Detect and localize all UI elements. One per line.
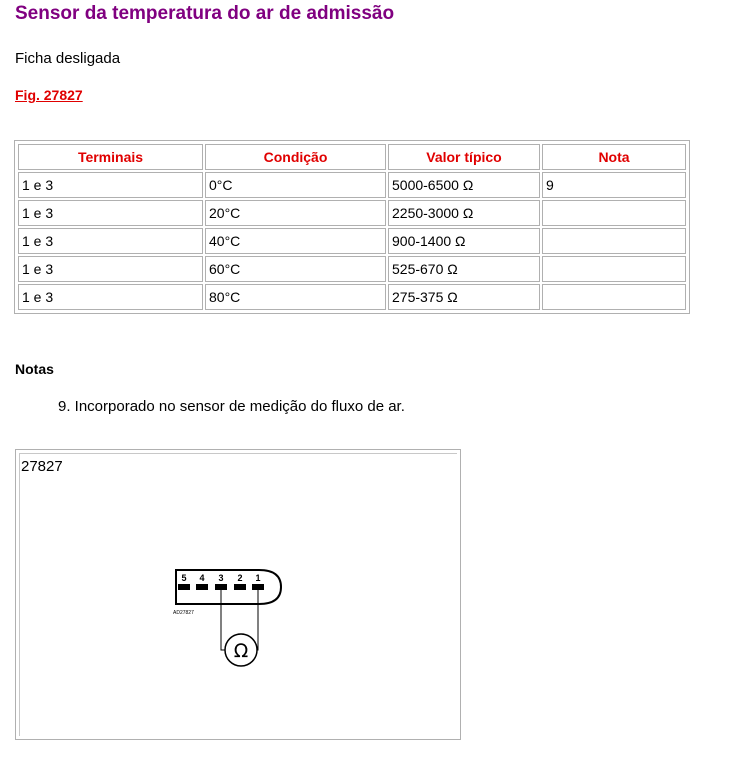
pin-label: 3: [218, 573, 224, 583]
cell-valor: 5000-6500 Ω: [388, 172, 540, 198]
pin-terminal: [252, 584, 264, 590]
cell-valor: 900-1400 Ω: [388, 228, 540, 254]
table-row: [18, 172, 686, 198]
cell-valor: 525-670 Ω: [388, 256, 540, 282]
pin-label: 1: [255, 573, 261, 583]
cell-condicao: 80°C: [205, 284, 386, 310]
figure-number: 27827: [21, 458, 63, 475]
header-terminais: Terminais: [18, 144, 203, 170]
cell-terminais: 1 e 3: [18, 172, 203, 198]
diagram-code: AD27827: [173, 610, 194, 616]
cell-terminais: 1 e 3: [18, 284, 203, 310]
cell-terminais: 1 e 3: [18, 200, 203, 226]
cell-terminais: 1 e 3: [18, 228, 203, 254]
cell-valor: 2250-3000 Ω: [388, 200, 540, 226]
page-subtitle: Ficha desligada: [15, 50, 121, 67]
cell-condicao: 0°C: [205, 172, 386, 198]
spec-table: [16, 142, 688, 312]
notes-heading: Notas: [15, 361, 54, 377]
figure-link[interactable]: Fig. 27827: [15, 87, 83, 103]
cell-nota: [542, 228, 686, 254]
ohm-symbol: Ω: [233, 640, 249, 662]
cell-terminais: 1 e 3: [18, 256, 203, 282]
table-row: [18, 200, 686, 226]
figure-panel: [15, 449, 461, 740]
pin-terminal: [234, 584, 246, 590]
pin-label: 2: [237, 573, 243, 583]
header-valor-tipico: Valor típico: [388, 144, 540, 170]
pin-label: 5: [181, 573, 187, 583]
table-header-row: [18, 144, 686, 170]
cell-condicao: 20°C: [205, 200, 386, 226]
cell-condicao: 60°C: [205, 256, 386, 282]
connector-housing: [176, 570, 281, 604]
spec-table-container: [14, 140, 690, 314]
cell-condicao: 40°C: [205, 228, 386, 254]
table-row: [18, 228, 686, 254]
cell-nota: [542, 256, 686, 282]
header-condicao: Condição: [205, 144, 386, 170]
cell-nota: [542, 200, 686, 226]
cell-nota: 9: [542, 172, 686, 198]
cell-valor: 275-375 Ω: [388, 284, 540, 310]
header-nota: Nota: [542, 144, 686, 170]
page-title: Sensor da temperatura do ar de admissão: [15, 3, 395, 24]
table-row: [18, 256, 686, 282]
note-item: 9. Incorporado no sensor de medição do fluxo de ar.: [58, 398, 405, 415]
pin-terminal: [215, 584, 227, 590]
cell-nota: [542, 284, 686, 310]
pin-terminal: [196, 584, 208, 590]
pin-label: 4: [199, 573, 205, 583]
connector-diagram: [171, 565, 301, 675]
table-row: [18, 284, 686, 310]
pin-terminal: [178, 584, 190, 590]
